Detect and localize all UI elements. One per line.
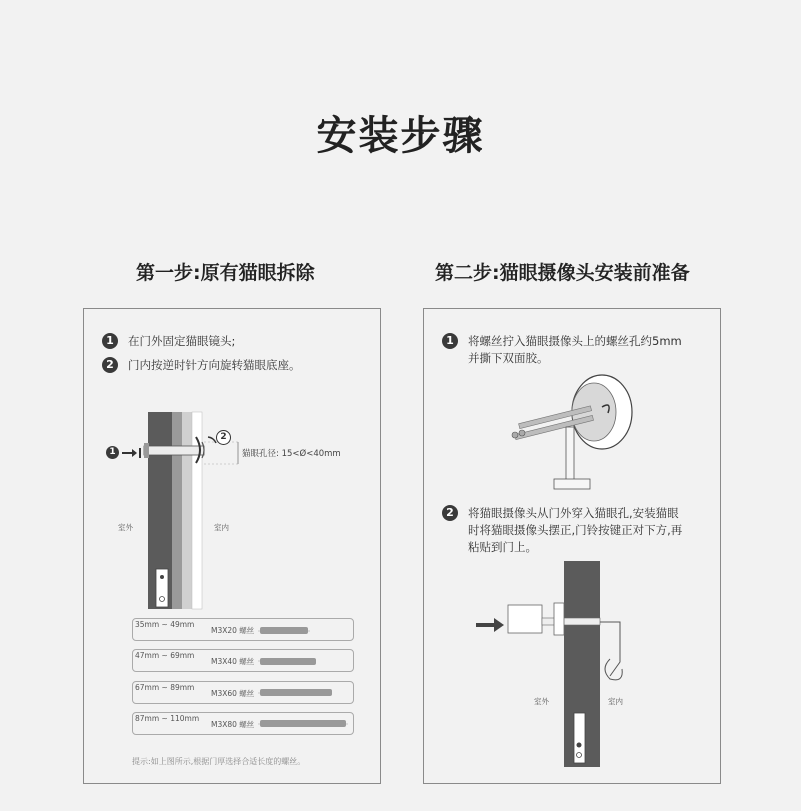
marker-1-badge: 1 — [106, 446, 119, 459]
outside-label: 室外 — [118, 523, 133, 532]
screw-row — [132, 712, 354, 735]
step1-panel — [83, 308, 381, 784]
door-thickness-range: 35mm ~ 49mm — [135, 620, 195, 629]
page-title: 安装步骤 — [316, 113, 485, 159]
instruction-text: 粘贴到门上。 — [468, 540, 537, 554]
footnote: 提示:如上图所示,根据门厚选择合适长度的螺丝。 — [132, 757, 306, 766]
instruction-text: 将螺丝拧入猫眼摄像头上的螺丝孔约5mm — [468, 334, 682, 348]
instruction-text: 门内按逆时针方向旋转猫眼底座。 — [128, 358, 301, 372]
instruction-text: 并撕下双面胶。 — [468, 351, 549, 365]
door-thickness-range: 47mm ~ 69mm — [135, 651, 195, 660]
door-thickness-range: 67mm ~ 89mm — [135, 683, 195, 692]
outside-label: 室外 — [534, 697, 549, 706]
marker-2-badge: 2 — [216, 430, 231, 445]
screw-spec: M3X40 螺丝 — [211, 657, 255, 666]
screw-spec: M3X60 螺丝 — [211, 689, 255, 698]
screw-row — [132, 618, 354, 641]
screw-row — [132, 649, 354, 672]
screw-spec: M3X80 螺丝 — [211, 720, 255, 729]
step1-heading: 第一步:原有猫眼拆除 — [136, 262, 315, 284]
instruction-text: 在门外固定猫眼镜头; — [128, 334, 236, 348]
step-number-badge: 1 — [442, 333, 458, 349]
inside-label: 室内 — [608, 697, 623, 706]
door-thickness-range: 87mm ~ 110mm — [135, 714, 200, 723]
instruction-text: 时将猫眼摄像头摆正,门铃按键正对下方,再 — [468, 523, 683, 537]
screw-spec: M3X20 螺丝 — [211, 626, 255, 635]
instruction-text: 将猫眼摄像头从门外穿入猫眼孔,安装猫眼 — [468, 506, 679, 520]
step2-panel — [423, 308, 721, 784]
inside-label: 室内 — [214, 523, 229, 532]
step-number-badge: 1 — [102, 333, 118, 349]
step-number-badge: 2 — [442, 505, 458, 521]
screw-row — [132, 681, 354, 704]
hole-diameter-label: 猫眼孔径: 15<Ø<40mm — [242, 449, 341, 459]
step-number-badge: 2 — [102, 357, 118, 373]
step2-heading: 第二步:猫眼摄像头安装前准备 — [435, 262, 690, 284]
